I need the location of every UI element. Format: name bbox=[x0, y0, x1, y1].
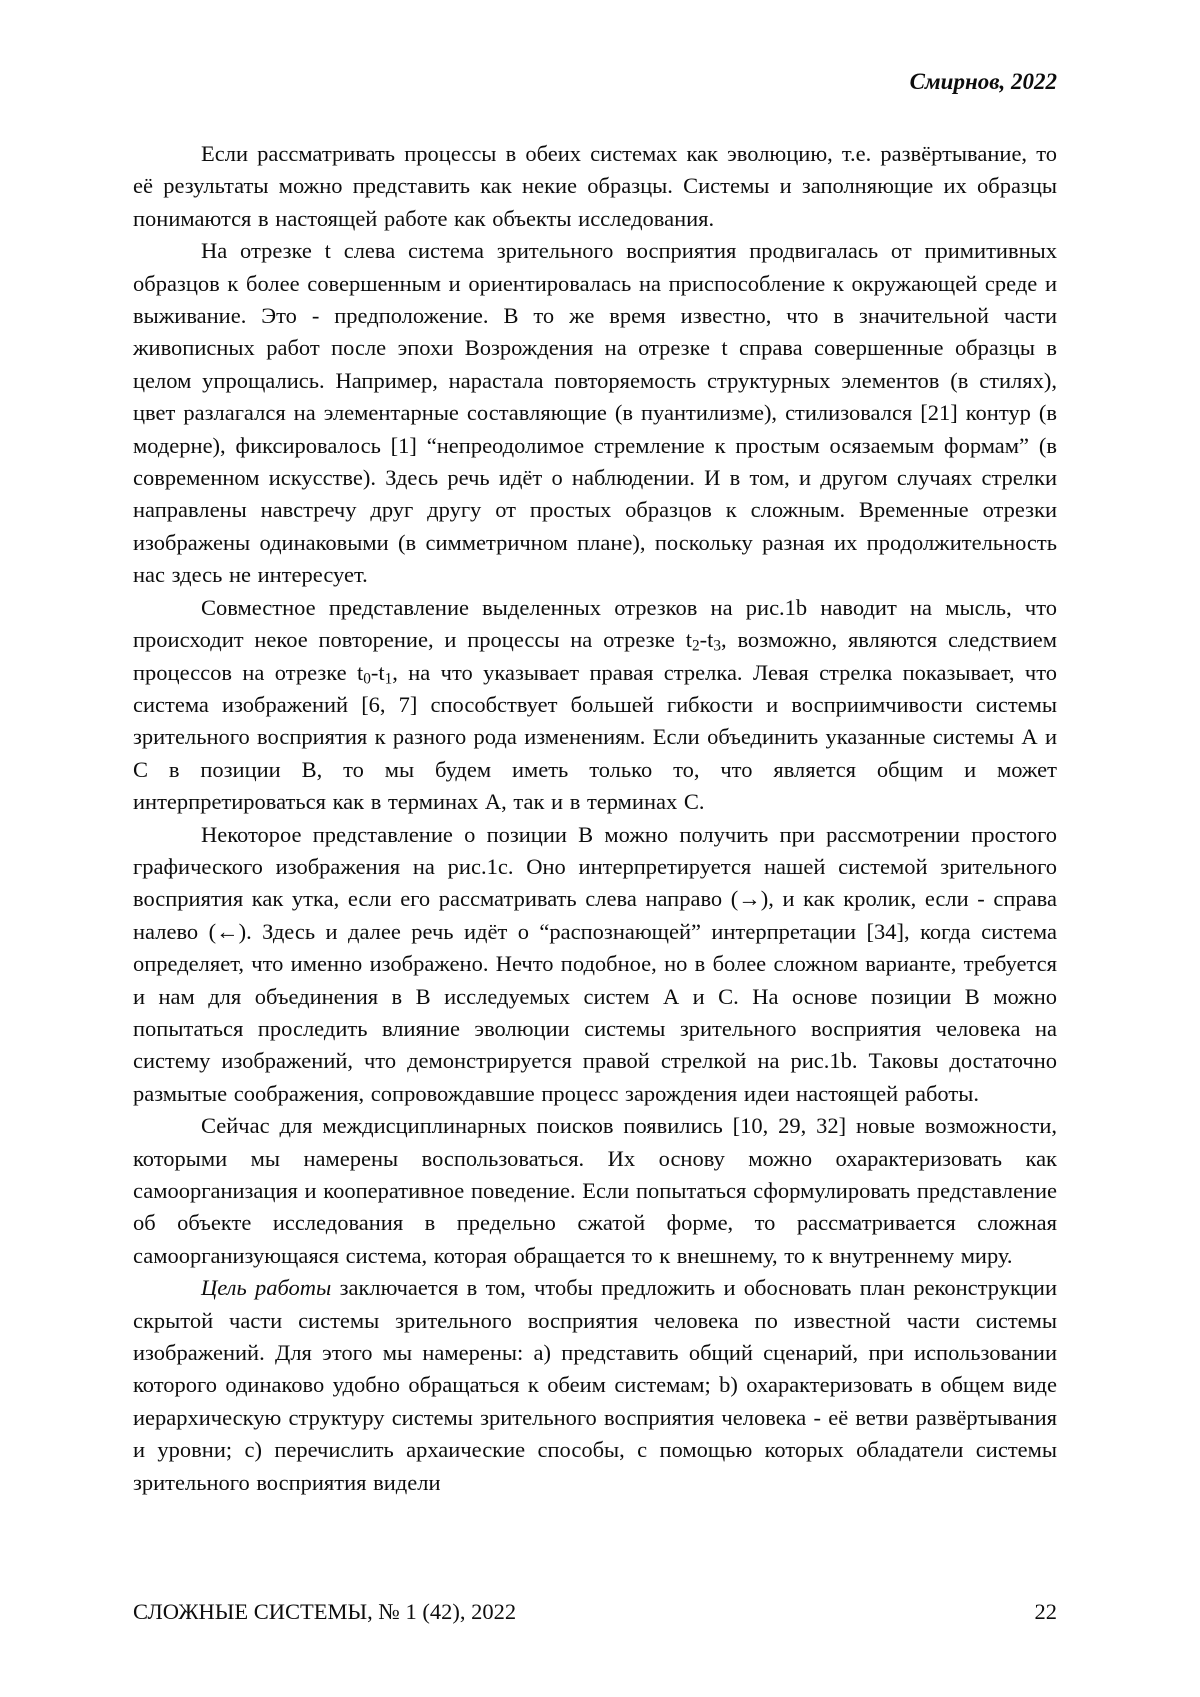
paragraph: На отрезке t слева система зрительного восприятия продвигалась от примитивных образцов к более совершенным и ориентировалась на приспособление к окружающей среде и выживание. Это - предположение. В то же время известно, что в значительной части живописных работ после эпохи Возрождения на отрезке t справа совершенные образцы в целом упрощались. Например, нарастала повторяемость структурных элементов (в стилях), цвет разлагался на элементарные составляющие (в пуантилизме), стилизовался [21] контур (в модерне), фиксировалось [1] “непреодолимое стремление к простым осязаемым формам” (в современном искусстве). Здесь речь идёт о наблюдении. И в том, и другом случаях стрелки направлены навстречу друг другу от простых образцов к сложным. Временные отрезки изображены одинаковыми (в симметричном плане), поскольку разная их продолжительность нас здесь не интересует. bbox=[133, 238, 1057, 588]
paragraph: Совместное представление выделенных отрезков на рис.1b наводит на мысль, что происходит некое повторение, и процессы на отрезке $t_2-t_3$, возможно, являются следствием процессов на отрезке $t_0-t_1$, на что указывает правая стрелка. Левая стрелка показывает, что система изображений [6, 7] способствует большей гибкости и восприимчивости системы зрительного восприятия к разного рода изменениям. Если объединить указанные системы А и С в позиции В, то мы будем иметь только то, что является общим и может интерпретироваться как в терминах А, так и в терминах С. bbox=[133, 594, 1058, 815]
footer-page-number: 22 bbox=[1034, 1599, 1057, 1624]
body-text bbox=[133, 138, 1057, 1499]
paragraph: Цель работы заключается в том, чтобы предложить и обосновать план реконструкции скрытой части системы зрительного восприятия человека по известной части системы изображений. Для этого мы намерены: а) представить общий сценарий, при использовании которого одинаково удобно обращаться к обеим системам; b) охарактеризовать в общем виде иерархическую структуру системы зрительного восприятия человека - её ветви развёртывания и уровни; c) перечислить архаические способы, с помощью которых обладатели системы зрительного восприятия видели bbox=[133, 1275, 1057, 1495]
footer-journal-title: СЛОЖНЫЕ СИСТЕМЫ, № 1 (42), 2022 bbox=[133, 1599, 517, 1624]
paragraph: Если рассматривать процессы в обеих системах как эволюцию, т.е. развёртывание, то её результаты можно представить как некие образцы. Системы и заполняющие их образцы понимаются в настоящей работе как объекты исследования. bbox=[133, 141, 1057, 231]
page-footer bbox=[133, 1598, 1057, 1626]
paragraph: Некоторое представление о позиции В можно получить при рассмотрении простого графического изображения на рис.1с. Оно интерпретируется нашей системой зрительного восприятия как утка, если его рассматривать слева направо (→), и как кролик, если - справа налево (←). Здесь и далее речь идёт о “распознающей” интерпретации [34], когда система определяет, что именно изображено. Нечто подобное, но в более сложном варианте, требуется и нам для объединения в В исследуемых систем А и С. На основе позиции В можно попытаться проследить влияние эволюции системы зрительного восприятия человека на систему изображений, что демонстрируется правой стрелкой на рис.1b. Таковы достаточно размытые соображения, сопровождавшие процесс зарождения идеи настоящей работы. bbox=[133, 821, 1057, 1106]
paragraph: Сейчас для междисциплинарных поисков появились [10, 29, 32] новые возможности, которыми мы намерены воспользоваться. Их основу можно охарактеризовать как самоорганизация и кооперативное поведение. Если попытаться сформулировать представление об объекте исследования в предельно сжатой форме, то рассматривается сложная самоорганизующаяся система, которая обращается то к внешнему, то к внутреннему миру. bbox=[133, 1113, 1057, 1268]
running-head-author-year: Смирнов, 2022 bbox=[909, 69, 1057, 94]
